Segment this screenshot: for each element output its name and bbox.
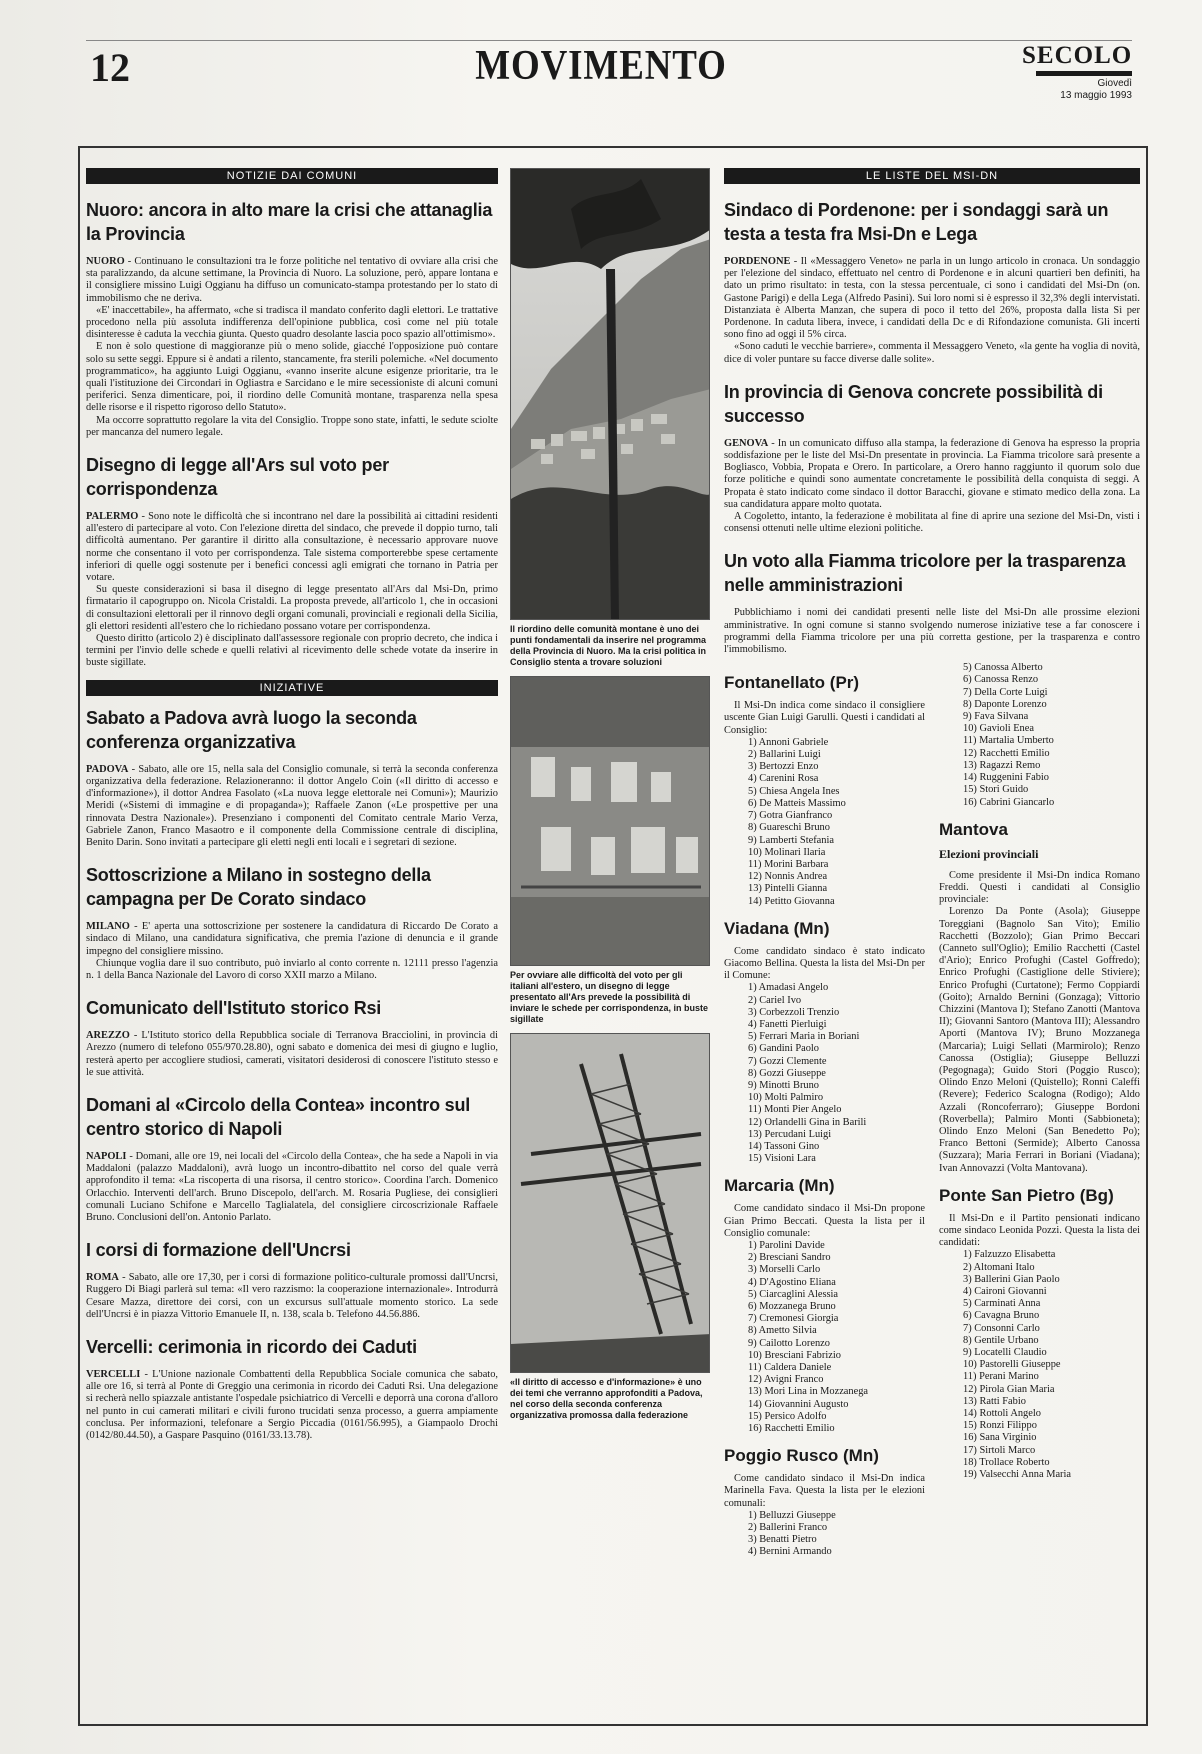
body-text: Pubblichiamo i nomi dei candidati presenti nelle liste del Msi-Dn alle prossime elezioni amministrative. In ogni comune si stanno svolgendo numerose iniziative tese a far conoscere i programmi della Fiamma tricolore per una più corretta gestione, per la trasparenza e contro l'immobilismo. [724, 607, 1140, 656]
mountain-village-image [511, 169, 710, 620]
article-nuoro [86, 198, 498, 439]
town-heading: Poggio Rusco (Mn) [724, 1446, 879, 1466]
candidate-name: 3) Benatti Pietro [748, 1534, 817, 1546]
body-text: NUORO - Continuano le consultazioni tra le forze politiche nel tentativo di ovviare alla crisi che sta paralizzando, da alcune settimane, la Provincia di Nuoro. La soluzione, però, appare lontana e il consigliere missino Luigi Oggianu ha diffuso un comunicato-stampa protestando per lo stato di immobilismo che ne deriva. [86, 256, 498, 304]
candidate-name: 15) Persico Adolfo [748, 1410, 827, 1422]
candidate-name: 8) Ametto Silvia [748, 1325, 817, 1337]
candidate-name: 7) Gotra Gianfranco [748, 810, 833, 822]
candidate-name: 14) Giovannini Augusto [748, 1398, 849, 1410]
candidate-list [939, 662, 1140, 808]
list-intro: Il Msi-Dn e il Partito pensionati indicano come sindaco Leonida Pozzi. Questa la lista dei candidati: [939, 1212, 1140, 1249]
lists-right [939, 662, 1140, 1558]
article-padova [86, 706, 498, 849]
town-heading: Ponte San Pietro (Bg) [939, 1185, 1114, 1205]
body-text: VERCELLI - L'Unione nazionale Combattenti della Repubblica Sociale comunica che sabato, alle ore 16, si terrà al Ponte di Greggio una cerimonia in ricordo dei Caduti Rsi. Una delegazione si recherà nello spiazzale antistante l'ospedale psichiatrico di Vercelli e deporrà una corona d'alloro nel punto in cui camerati militari e civili furono trucidati senza processo, a guerra ampiamente conclusa. Per informazioni, telefonare a Sergio Piccadia (0161/56.995), a Giampaolo Drochi (0142/80.44.50), a Gaspare Pasquino (0161/33.13.78). [86, 1368, 498, 1441]
candidate-list [724, 1510, 925, 1559]
candidate-name: 12) Racchetti Emilio [963, 747, 1050, 759]
photo-caption-2: Per ovviare alle difficoltà del voto per gli italiani all'estero, un disegno di legge presentato all'Ars prevede la possibilità di inviare le schede per corrispondenza, in buste sigillate [510, 970, 709, 1024]
lists-left [724, 662, 925, 1558]
candidate-name: 12) Nonnis Andrea [748, 871, 828, 883]
candidate-name: 4) Fanetti Pierluigi [748, 1018, 827, 1030]
headline: Sottoscrizione a Milano in sostegno della campagna per De Corato sindaco [86, 865, 431, 910]
subheading: Elezioni provinciali [939, 846, 1039, 861]
candidate-name: 7) Della Corte Luigi [963, 686, 1048, 698]
body-text: Lorenzo Da Ponte (Asola); Giuseppe Toreggiani (Bagnolo San Vito); Emilio Racchetti (Bozzolo); Gian Primo Beccari (Canneto sull'Oglio); Emilio Racchetti (Castel d'Ario); Enrico Profughi (Castel Goffredo); Enrico Profughi (Castiglione delle Stiviere); Enrico Profughi (Curtatone); Fermo Coppiardi (Goito); Arnaldo Bernini (Gonzaga); Vittorio Chizzini (Mantova I); Stefano Zanotti (Mantova II); Giovanni Santoro (Mantova III); Alessandro Aporti (Mantova IV); Bruno Mozzanega (Marcaria); Luigi Sellati (Marmirolo); Renzo Canossa (Ostiglia); Giuseppe Belluzzi (Pegognaga); Guido Stori (Poggio Rusco); Olindo Enzo Meloni (Quistello); Ronni Caleffi (Revere); Federico Scalogna (Rodigo); Aldo Azzali (Roncoferraro); Giuseppe Bordoni (Roverbella); Palmiro Monti (Sabbioneta); Olindo Enzo Meloni (San Benedetto Po); Franco Bettoni (Sermide); Alberto Canossa (Suzzara); Maria Ferrari in Boriani (Viadana); Ivan Annovazzi (Volta Mantovana). [939, 906, 1140, 1174]
candidate-name: 3) Morselli Carlo [748, 1264, 821, 1276]
candidate-name: 7) Gozzi Clemente [748, 1055, 827, 1067]
candidate-name: 16) Racchetti Emilio [748, 1423, 835, 1435]
article-genova [724, 380, 1140, 536]
rubric-notizie: NOTIZIE DAI COMUNI [86, 168, 498, 184]
masthead-date: 13 maggio 1993 [1060, 90, 1132, 101]
candidate-name: 10) Bresciani Fabrizio [748, 1349, 841, 1361]
candidate-name: 10) Pastorelli Giuseppe [963, 1359, 1061, 1371]
list-intro: Come candidato sindaco è stato indicato Giacomo Bellina. Questa la lista del Msi-Dn per il Comune: [724, 945, 925, 982]
candidate-name: 6) Cavagna Bruno [963, 1310, 1040, 1322]
candidate-name: 6) Canossa Renzo [963, 674, 1039, 686]
body-text: PADOVA - Sabato, alle ore 15, nella sala del Consiglio comunale, si terrà la seconda conferenza organizzativa della federazione. Relazioneranno: il dottor Angelo Coin («Il diritto di accesso e d'informazione»), il dottor Andrea Fasolato («La nuova legge elettorale nei Comuni»); Maurizio Meridi («Sistemi di immagine e di propaganda»); Raffaele Zanon («Le prospettive per una rinnovata Destra Nazionale»). Presenziano i componenti del Comitato centrale Mario Verza, Gabriele Zanon, Franco Masaotro e il componente della Commissione centrale di disciplina, Benito Darin. Sono invitati a partecipare gli eletti negli enti locali e i segretari di sezione. [86, 763, 498, 848]
candidate-name: 8) Daponte Lorenzo [963, 698, 1047, 710]
radio-tower-photo [510, 1033, 710, 1373]
body-text: AREZZO - L'Istituto storico della Repubblica sociale di Terranova Bracciolini, in provincia di Arezzo (numero di telefono 055/970.28.80), ogni sabato e domenica dei mesi di giugno e luglio, resterà aperto per accogliere studiosi, camerati, visitatori desiderosi di conoscere l'istituto stesso e le sue attività. [86, 1030, 498, 1078]
candidate-name: 2) Ballerini Franco [748, 1522, 828, 1534]
candidate-name: 11) Monti Pier Angelo [748, 1104, 842, 1116]
dateline: AREZZO [86, 1030, 130, 1042]
candidate-name: 2) Altomani Italo [963, 1261, 1035, 1273]
page-number: 12 [90, 45, 130, 90]
candidate-name: 5) Canossa Alberto [963, 662, 1043, 674]
candidate-list [724, 982, 925, 1165]
candidate-name: 1) Parolini Davide [748, 1239, 825, 1251]
candidate-name: 11) Morini Barbara [748, 858, 829, 870]
candidate-name: 10) Molinari Ilaria [748, 846, 826, 858]
candidate-name: 9) Locatelli Claudio [963, 1347, 1047, 1359]
headline: Nuoro: ancora in alto mare la crisi che attanaglia la Provincia [86, 200, 493, 244]
candidate-name: 14) Petitto Giovanna [748, 895, 835, 907]
candidate-name: 2) Cariel Ivo [748, 994, 802, 1006]
candidate-name: 15) Stori Guido [963, 784, 1029, 796]
candidate-name: 13) Percudani Luigi [748, 1128, 832, 1140]
dateline: PALERMO [86, 511, 139, 523]
headline: Disegno di legge all'Ars sul voto per corrispondenza [86, 455, 389, 500]
candidate-name: 8) Gentile Urbano [963, 1334, 1039, 1346]
photo-caption-3: «Il diritto di accesso e d'informazione» è uno dei temi che verranno approfonditi a Padova, nel corso della seconda conferenza organizzativa promossa dalla federazione [510, 1377, 703, 1420]
candidate-name: 14) Tassoni Gino [748, 1140, 820, 1152]
candidate-name: 10) Gavioli Enea [963, 723, 1034, 735]
candidate-name: 4) Carenini Rosa [748, 773, 819, 785]
candidate-name: 3) Ballerini Gian Paolo [963, 1273, 1060, 1285]
body-text: PORDENONE - Il «Messaggero Veneto» ne parla in un lungo articolo in cronaca. Un sondaggio per l'elezione del sindaco, effettuato nel centro di Pordenone e in alcuni quartieri ben definiti, ha dato un primo risultato: in testa, con la stessa percentuale, ci sono i candidati del Msi-Dn (on. Gastone Parigi) e della Lega (Alfredo Pasini). Sui loro nomi si è espresso il 32,3% degli intervistati. Distanziata è Alberta Manzan, che supera di poco il tetto del 26%, proposta dalla lista Sì per Pordenone. In caduta libera, invece, i candidati della Dc e di Rifondazione comunista. Gli incerti sono fino ad oggi il 5% circa. [724, 256, 1140, 341]
candidate-name: 9) Fava Silvana [963, 711, 1029, 723]
candidate-lists [724, 662, 1140, 1558]
candidate-name: 2) Bresciani Sandro [748, 1252, 831, 1264]
body-text: PALERMO - Sono note le difficoltà che si incontrano nel dare la possibilità ai cittadini residenti all'estero di partecipare al voto. Con l'elezione diretta del sindaco, che prevede il doppio turno, tali difficoltà aumentano. Per garantire il diritto alla consultazione, è necessario approvare nuove norme che consentano il voto per corrispondenza. Tale sistema comporterebbe spese certamente inferiori di quelle oggi sostenute per i benefici concessi agli emigrati che tornano in Patria per votare. [86, 511, 498, 584]
top-rule [86, 40, 1132, 41]
body-text: E non è solo questione di maggioranze più o meno solide, giacché l'opposizione può contare solo su sette seggi. Eppure si è andati a rilento, stancamente, fra sterili polemiche. «Nel documento programmatico», ha aggiunto Luigi Oggianu, «vanno inserite alcune esigenze prioritarie, tra le quali l'istituzione dei Circondari in Ogliastra e Sarcidano e le mire secessioniste di alcuni comuni periferici. Senza dimenticare, poi, il riordino delle Comunità montane, trasparenza nella spesa delle risorse e il rispetto rigoroso dello Statuto». [86, 341, 498, 414]
masthead-weekday: Giovedì [1097, 78, 1132, 89]
candidate-name: 10) Molti Palmiro [748, 1092, 824, 1104]
dateline: PADOVA [86, 763, 129, 775]
masthead [1022, 42, 1132, 102]
headline: Sindaco di Pordenone: per i sondaggi sarà un testa a testa fra Msi-Dn e Lega [724, 200, 1109, 244]
candidate-name: 6) Mozzanega Bruno [748, 1301, 836, 1312]
candidate-name: 18) Trollace Roberto [963, 1456, 1050, 1468]
candidate-name: 13) Ragazzi Remo [963, 759, 1041, 771]
candidate-name: 1) Amadasi Angelo [748, 982, 829, 994]
town-heading: Fontanellato (Pr) [724, 673, 860, 693]
candidate-name: 11) Perani Marino [963, 1371, 1039, 1383]
body-text: A Cogoletto, intanto, la federazione è mobilitata al fine di aprire una sezione del Msi-Dn, visti i consensi ottenuti nelle ultime elezioni politiche. [724, 511, 1140, 535]
dateline: MILANO [86, 921, 130, 933]
candidate-name: 5) Chiesa Angela Ines [748, 785, 840, 797]
candidate-name: 4) Bernini Armando [748, 1546, 832, 1558]
candidate-name: 6) De Matteis Massimo [748, 797, 846, 809]
headline: In provincia di Genova concrete possibilità di successo [724, 381, 1103, 426]
rubric-iniziative: INIZIATIVE [86, 680, 498, 696]
candidate-name: 9) Lamberti Stefania [748, 834, 834, 846]
candidate-name: 7) Cremonesi Giorgia [748, 1313, 839, 1325]
dateline: NAPOLI [86, 1150, 127, 1162]
candidate-name: 12) Avigni Franco [748, 1374, 824, 1386]
ballot-hall-photo [510, 676, 710, 966]
article-napoli [86, 1093, 498, 1224]
ballot-hall-image [511, 677, 710, 966]
mountain-village-photo [510, 168, 710, 620]
headline: Comunicato dell'Istituto storico Rsi [86, 998, 382, 1019]
list-intro: Come candidato sindaco il Msi-Dn indica Marinella Fava. Questa la lista per le elezioni comunali: [724, 1473, 925, 1509]
candidate-name: 8) Gozzi Giuseppe [748, 1067, 826, 1079]
candidate-name: 1) Falzuzzo Elisabetta [963, 1249, 1056, 1261]
candidate-name: 15) Visioni Lara [748, 1153, 816, 1165]
dateline: GENOVA [724, 437, 769, 449]
body-text: Su queste considerazioni si basa il disegno di legge presentato all'Ars dal Msi-Dn, primo firmatario il capogruppo on. Nicola Cristaldi. La proposta prevede, all'articolo 1, che in occasioni di consultazioni elettorali per il rinnovo degli organi comunali, provinciali e regionali della Sicilia, gli elettori residenti all'estero che lo richiedano possano votare per corrispondenza. [86, 584, 498, 632]
candidate-name: 5) Ciarcaglini Alessia [748, 1288, 839, 1300]
candidate-name: 7) Consonni Carlo [963, 1322, 1040, 1334]
candidate-name: 4) D'Agostino Eliana [748, 1276, 836, 1288]
headline: Domani al «Circolo della Contea» incontro sul centro storico di Napoli [86, 1094, 471, 1139]
body-text: Chiunque voglia dare il suo contributo, può inviarlo al conto corrente n. 12111 presso l'agenzia n. 1 della Banca Nazionale del Lavoro di corso XXII marzo a Milano. [86, 957, 498, 981]
article-roma [86, 1238, 498, 1321]
list-intro: Il Msi-Dn indica come sindaco il consigliere uscente Gian Luigi Garulli. Questi i candidati al Consiglio: [724, 700, 925, 736]
candidate-name: 15) Ronzi Filippo [963, 1420, 1037, 1432]
candidate-name: 14) Rottoli Angelo [963, 1408, 1041, 1420]
photo-caption-1: Il riordino delle comunità montane è uno dei punti fondamentali da inserire nel programma della Provincia di Nuoro. Ma la crisi politica in Consiglio stenta a trovare soluzioni [510, 624, 707, 667]
left-column [86, 168, 498, 1448]
body-text: «E' inaccettabile», ha affermato, «che si tradisca il mandato conferito dagli elettori. Le trattative procedono nella più assoluta indifferenza dell'opinione pubblica, così come nel più totale disinteresse è caduta la vecchia giunta. Questo quadro desolante lascia poco spazio all'ottimismo». [86, 304, 498, 341]
candidate-list [724, 737, 925, 908]
body-text: NAPOLI - Domani, alle ore 19, nei locali del «Circolo della Contea», che ha sede a Napoli in via Maddaloni (palazzo Maddaloni), avrà luogo un incontro-dibattito nel corso del quale verrà approfondito il tema: «La riscoperta di una risorsa, il centro storico». Coordina l'arch. Domenico Orlacchio. Interventi dell'arch. Bruno Discepolo, dell'arch. M. Rosaria Pugliese, dei consiglieri comunali Luciano Schifone e Marcello Taglialatela, del consigliere circoscrizionale Raffaele Bruno. Conclusioni dell'on. Antonio Parlato. [86, 1150, 498, 1223]
candidate-name: 5) Ferrari Maria in Boriani [748, 1031, 860, 1043]
dateline: NUORO [86, 256, 125, 267]
candidate-list [724, 1240, 925, 1435]
body-text: MILANO - E' aperta una sottoscrizione per sostenere la candidatura di Riccardo De Corato a sindaco di Milano, una candidatura significativa, che premia l'azione di denuncia e il grande impegno del consigliere missino. [86, 921, 498, 957]
masthead-name: SECOLO [1022, 42, 1133, 69]
candidate-name: 13) Mori Lina in Mozzanega [748, 1386, 869, 1398]
candidate-name: 12) Pirola Gian Maria [963, 1383, 1055, 1395]
town-heading: Mantova [939, 819, 1008, 839]
candidate-name: 16) Cabrini Giancarlo [963, 796, 1055, 808]
candidate-name: 9) Cailotto Lorenzo [748, 1337, 830, 1349]
body-text: «Sono caduti le vecchie barriere», commenta il Messaggero Veneto, «la gente ha voglia di novità, dice di voler puntare su facce diverse dalle solite». [724, 341, 1140, 365]
body-text: GENOVA - In un comunicato diffuso alla stampa, la federazione di Genova ha espresso la propria soddisfazione per le liste del Msi-Dn presentate in provincia. La Fiamma tricolore sarà presente a Bogliasco, Vobbia, Propata e Orero. In particolare, a Orero hanno raggiunto il quorum solo due forze politiche e quindi sono aumentate concretamente le possibilità della conquista di seggi. A Propata è stato indicato come sindaco il dottor Baracchi, giovane e stimato medico della zona. La sua candidatura appare molto quotata. [724, 437, 1140, 510]
dateline: PORDENONE [724, 256, 791, 267]
body-text: Ma occorre soprattutto regolare la vita del Consiglio. Troppe sono state, infatti, le sedute sciolte per mancanza del numero legale. [86, 414, 498, 438]
town-heading: Viadana (Mn) [724, 918, 830, 938]
candidate-name: 12) Orlandelli Gina in Barili [748, 1116, 867, 1128]
town-heading: Marcaria (Mn) [724, 1176, 835, 1196]
article-vercelli [86, 1335, 498, 1442]
body-text: Questo diritto (articolo 2) è disciplinato dall'assessore regionale con proprio decreto, che indica i termini per l'invio delle schede e quelli relativi al ricevimento delle schede votate da inserire in buste sigillate. [86, 633, 498, 669]
list-intro: Come candidato sindaco il Msi-Dn propone Gian Primo Beccati. Questa la lista per il Consiglio comunale: [724, 1203, 925, 1239]
article-fiamma [724, 549, 1140, 656]
section-title: MOVIMENTO [475, 43, 727, 89]
candidate-name: 2) Ballarini Luigi [748, 749, 821, 761]
headline: Sabato a Padova avrà luogo la seconda conferenza organizzativa [86, 707, 417, 752]
radio-tower-image [511, 1034, 710, 1373]
right-column [724, 168, 1140, 1559]
candidate-list [939, 1249, 1140, 1481]
candidate-name: 3) Bertozzi Enzo [748, 761, 819, 773]
photo-column [510, 168, 710, 1429]
candidate-name: 13) Ratti Fabio [963, 1395, 1026, 1407]
list-intro: Come presidente il Msi-Dn indica Romano Freddi. Questi i candidati al Consiglio provinciale: [939, 869, 1140, 906]
dateline: VERCELLI [86, 1368, 141, 1380]
headline: Vercelli: cerimonia in ricordo dei Caduti [86, 1336, 417, 1357]
candidate-name: 8) Guareschi Bruno [748, 822, 830, 834]
headline: Un voto alla Fiamma tricolore per la trasparenza nelle amministrazioni [724, 551, 1126, 596]
candidate-name: 16) Sana Virginio [963, 1432, 1037, 1444]
rubric-liste: LE LISTE DEL MSI-DN [724, 168, 1140, 184]
candidate-name: 9) Minotti Bruno [748, 1079, 820, 1091]
headline: I corsi di formazione dell'Uncrsi [86, 1240, 351, 1261]
article-arezzo [86, 996, 498, 1079]
candidate-name: 4) Caironi Giovanni [963, 1286, 1047, 1297]
dateline: ROMA [86, 1272, 119, 1284]
article-milano [86, 863, 498, 982]
candidate-name: 19) Valsecchi Anna Maria [963, 1469, 1072, 1481]
candidate-name: 1) Belluzzi Giuseppe [748, 1509, 836, 1521]
article-pordenone [724, 198, 1140, 366]
candidate-name: 6) Gandini Paolo [748, 1043, 819, 1055]
candidate-name: 11) Martalia Umberto [963, 735, 1054, 747]
article-palermo [86, 453, 498, 670]
masthead-bar [1036, 71, 1132, 76]
candidate-name: 5) Carminati Anna [963, 1298, 1041, 1310]
candidate-name: 1) Annoni Gabriele [748, 736, 829, 748]
candidate-name: 17) Sirtoli Marco [963, 1444, 1036, 1456]
body-text: ROMA - Sabato, alle ore 17,30, per i corsi di formazione politico-culturale promossi dall'Uncrsi, Ruggero Di Biagi parlerà sul tema: «Il vero razzismo: la cooperazione internazionale». Introdurrà Cesare Mazza, direttore dei corsi, con un excursus sull'attuale momento storico. La sede dell'Uncrsi è in piazza Vittorio Emanuele II, n. 138, scala b. Telefono 44.56.886. [86, 1272, 498, 1320]
candidate-name: 11) Caldera Daniele [748, 1362, 832, 1374]
candidate-name: 3) Corbezzoli Trenzio [748, 1006, 840, 1018]
candidate-name: 13) Pintelli Gianna [748, 883, 828, 895]
candidate-name: 14) Ruggenini Fabio [963, 772, 1050, 784]
